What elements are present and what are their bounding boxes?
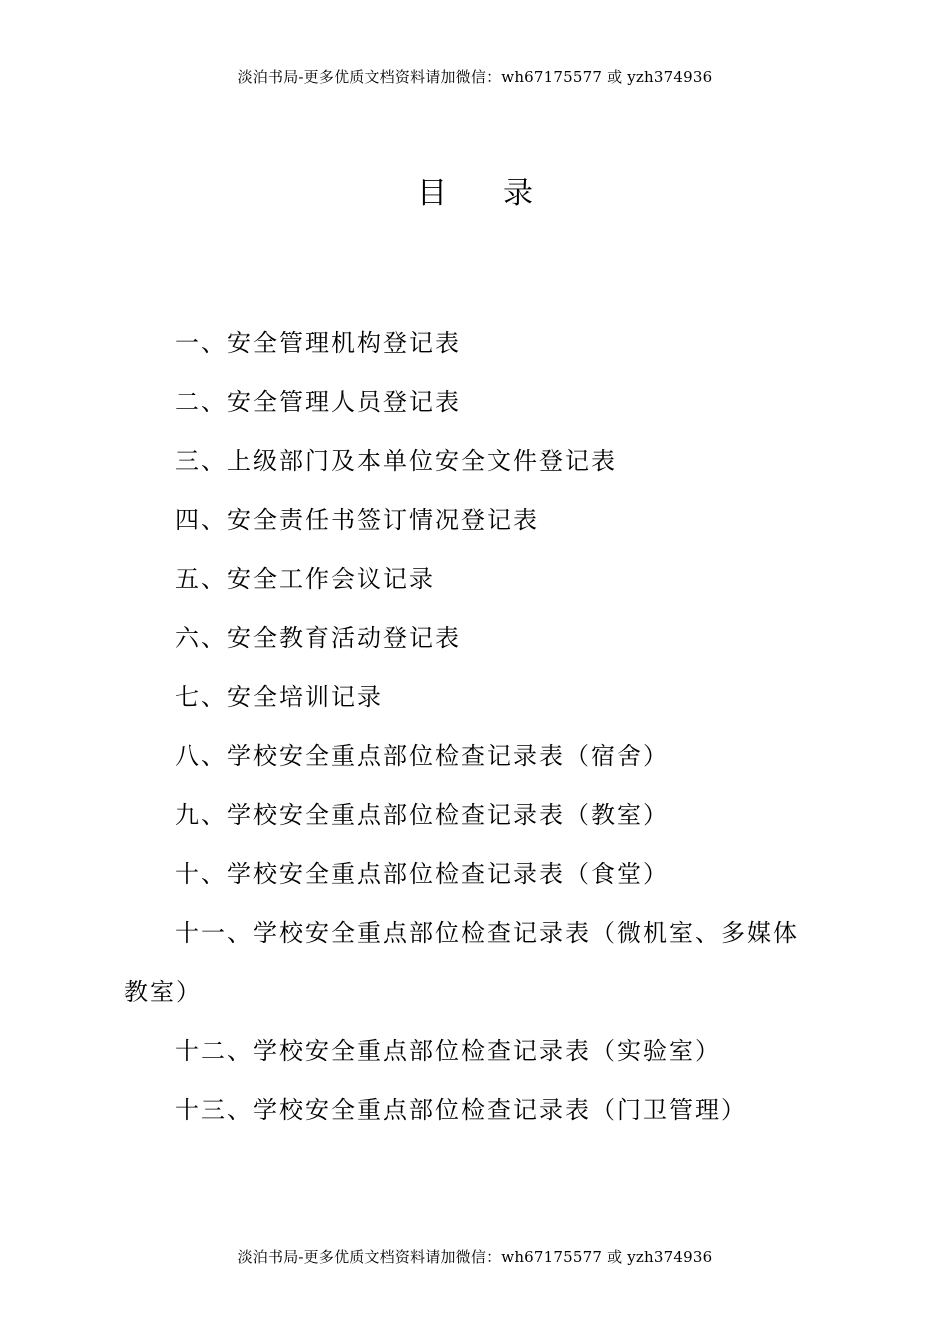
toc-item: 十、学校安全重点部位检查记录表（食堂） (175, 860, 669, 888)
toc-item: 四、安全责任书签订情况登记表 (175, 506, 539, 534)
page-footer: 淡泊书局-更多优质文档资料请加微信：wh67175577 或 yzh374936 (237, 1248, 713, 1266)
toc-item: 十一、学校安全重点部位检查记录表（微机室、多媒体教室） (124, 919, 799, 1006)
page-title: 目录 (417, 176, 589, 211)
toc-item: 八、学校安全重点部位检查记录表（宿舍） (175, 742, 669, 770)
toc-item: 七、安全培训记录 (175, 683, 383, 711)
table-of-contents (124, 314, 824, 1140)
toc-item: 十三、学校安全重点部位检查记录表（门卫管理） (175, 1096, 747, 1124)
toc-item: 十二、学校安全重点部位检查记录表（实验室） (175, 1037, 721, 1065)
toc-item: 六、安全教育活动登记表 (175, 624, 461, 652)
page-header: 淡泊书局-更多优质文档资料请加微信：wh67175577 或 yzh374936 (237, 68, 713, 86)
toc-item: 九、学校安全重点部位检查记录表（教室） (175, 801, 669, 829)
toc-item: 三、上级部门及本单位安全文件登记表 (175, 447, 617, 475)
toc-item: 五、安全工作会议记录 (175, 565, 435, 593)
toc-item: 二、安全管理人员登记表 (175, 388, 461, 416)
toc-item: 一、安全管理机构登记表 (175, 329, 461, 357)
